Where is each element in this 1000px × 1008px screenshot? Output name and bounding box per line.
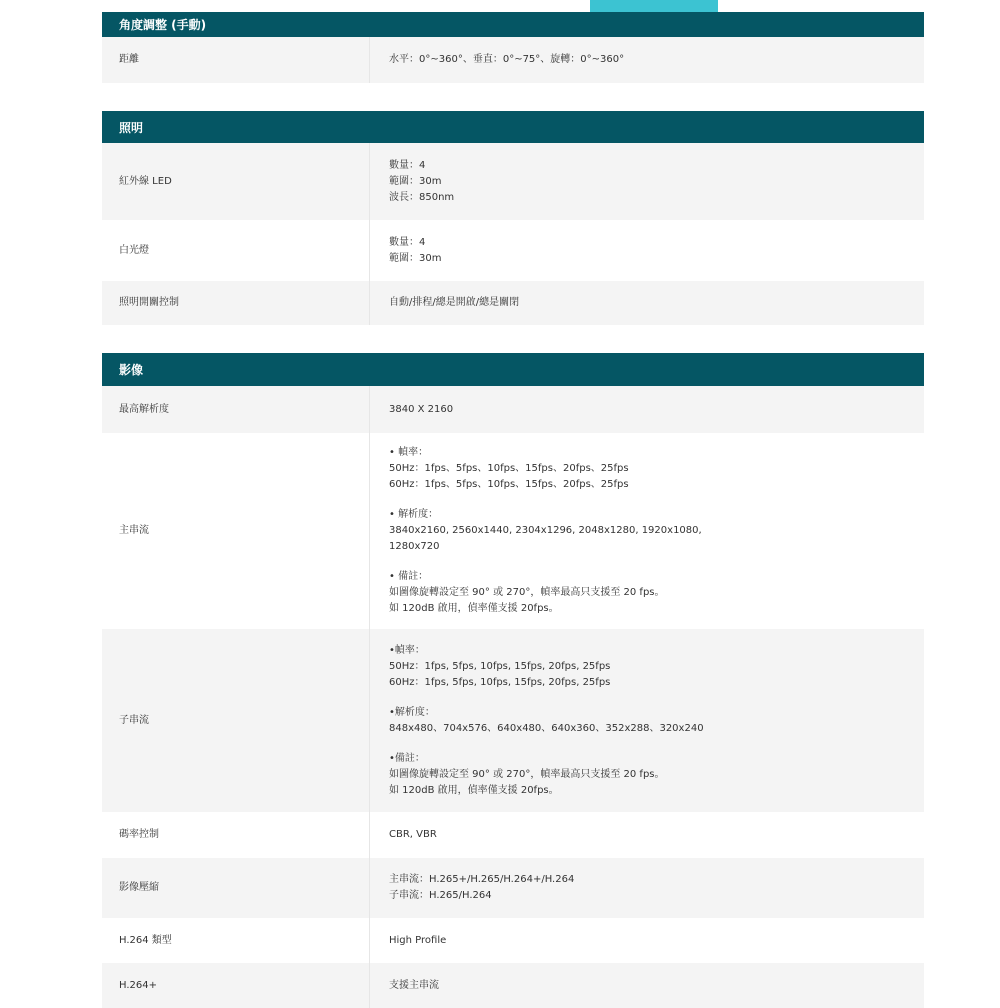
value-line: 支援主串流 [389, 979, 439, 991]
row-label: 最高解析度 [102, 386, 370, 433]
line-gap [389, 555, 924, 569]
value-line: • 幀率： [389, 447, 429, 458]
spec-row-distance [102, 37, 924, 83]
value-line: 1280x720 [389, 541, 440, 552]
value-line: 如圖像旋轉設定至 90° 或 270°，幀率最高只支援至 20 fps。 [389, 587, 665, 598]
spec-row-ir-led [102, 143, 924, 220]
value-line: 數量：4 [389, 236, 426, 248]
value-line: 水平：0°~360°、垂直：0°~75°、旋轉：0°~360° [389, 54, 625, 65]
section-video [102, 353, 924, 1008]
section-title: 影像 [119, 363, 144, 377]
spec-row-video-compression [102, 858, 924, 918]
row-value [370, 386, 924, 433]
value-line: 波長：850nm [389, 191, 455, 203]
line-gap [389, 691, 924, 705]
spec-row-sub-stream [102, 629, 924, 812]
value-line: 848x480、704x576、640x480、640x360、352x288、320x240 [389, 722, 704, 734]
value-line: 如圖像旋轉設定至 90° 或 270°，幀率最高只支援至 20 fps。 [389, 768, 665, 780]
line-gap [389, 737, 924, 751]
value-line: •備註： [389, 752, 425, 764]
value-line: 50Hz：1fps、5fps、10fps、15fps、20fps、25fps [389, 463, 629, 474]
row-value [370, 858, 924, 918]
row-label: 照明開關控制 [102, 281, 370, 325]
value-line: •解析度： [389, 706, 435, 718]
value-line: 60Hz：1fps, 5fps, 10fps, 15fps, 20fps, 25fps [389, 676, 611, 688]
value-line: • 備註： [389, 571, 429, 582]
row-value [370, 220, 924, 281]
row-label: 距離 [102, 37, 370, 83]
value-line: 50Hz：1fps, 5fps, 10fps, 15fps, 20fps, 25fps [389, 660, 611, 672]
spec-row-h264-plus [102, 963, 924, 1008]
spec-row-h264-type [102, 918, 924, 963]
value-line: 主串流：H.265+/H.265/H.264+/H.264 [389, 874, 575, 885]
value-line: 如 120dB 啟用，偵率僅支援 20fps。 [389, 603, 559, 614]
section-angle-adjust [102, 12, 924, 83]
value-line: High Profile [389, 934, 447, 946]
row-value [370, 812, 924, 858]
row-value [370, 143, 924, 220]
row-value [370, 963, 924, 1008]
row-label: 白光燈 [102, 220, 370, 281]
spec-row-light-control [102, 281, 924, 325]
line-gap [389, 493, 924, 507]
spec-row-max-resolution [102, 386, 924, 433]
spec-row-white-light [102, 220, 924, 281]
value-line: • 解析度： [389, 509, 439, 520]
spec-row-bitrate-control [102, 812, 924, 858]
value-line: 60Hz：1fps、5fps、10fps、15fps、20fps、25fps [389, 479, 629, 490]
value-line: 自動/排程/總是開啟/總是關閉 [389, 297, 520, 308]
row-label: 主串流 [102, 433, 370, 629]
value-line: 數量：4 [389, 159, 426, 171]
row-value [370, 281, 924, 325]
section-header-angle [102, 12, 924, 37]
row-value [370, 37, 924, 83]
row-label: 紅外線 LED [102, 143, 370, 220]
value-line: 3840x2160, 2560x1440, 2304x1296, 2048x1280, 1920x1080, [389, 525, 702, 536]
value-line: •幀率： [389, 644, 425, 656]
row-label: H.264+ [102, 963, 370, 1008]
value-line: 3840 X 2160 [389, 403, 454, 415]
row-value [370, 433, 924, 629]
row-label: 碼率控制 [102, 812, 370, 858]
section-title: 角度調整 (手動) [119, 18, 207, 32]
row-label: 影像壓縮 [102, 858, 370, 918]
section-header-lighting [102, 111, 924, 143]
value-line: 範圍：30m [389, 252, 442, 264]
section-title: 照明 [119, 120, 144, 135]
row-value [370, 918, 924, 963]
row-value [370, 629, 924, 812]
section-lighting [102, 111, 924, 325]
spec-row-main-stream [102, 433, 924, 629]
value-line: 範圍：30m [389, 175, 442, 187]
section-header-video [102, 353, 924, 386]
value-line: CBR, VBR [389, 829, 437, 840]
row-label: H.264 類型 [102, 918, 370, 963]
value-line: 子串流：H.265/H.264 [389, 890, 492, 901]
top-accent-bar [590, 0, 718, 12]
row-label: 子串流 [102, 629, 370, 812]
value-line: 如 120dB 啟用，偵率僅支援 20fps。 [389, 784, 559, 796]
